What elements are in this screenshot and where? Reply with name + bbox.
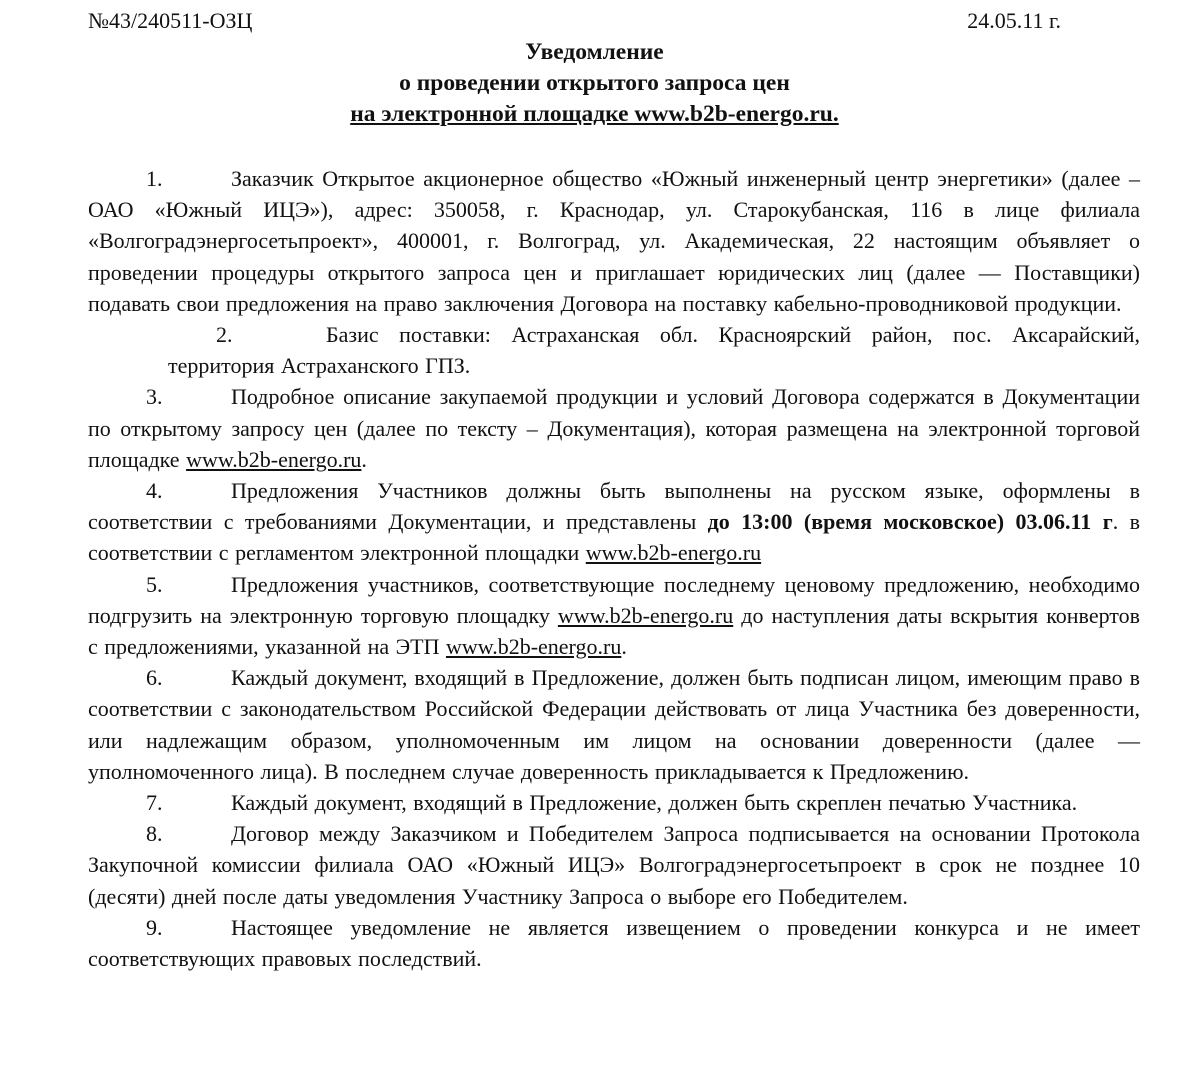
item-text: Предложения участников, соответствующие последнему ценовому предложению, необходимо подгрузить на электронную торговую площадку [88, 571, 1140, 628]
item-text: Предложения Участников должны быть выполнены на русском языке, оформлены в соответствии с требованиями Документации, и представлены [88, 478, 1140, 535]
list-item: 7. Каждый документ, входящий в Предложение, должен быть скреплен печатью Участника. [146, 790, 1078, 816]
item-text: Настоящее уведомление не является извещением о проведении конкурса и не имеет соответствующих правовых последствий. [88, 914, 1140, 972]
list-item: 8. Договор между Заказчиком и Победителем Запроса подписывается на основании Протокола Закупочной комиссии филиала ОАО «Южный ИЦЭ» Волгоградэнергосетьпроект в срок не позднее 10 (десяти) дней после даты уведомления Участнику Запроса о выборе его Победителем. [88, 821, 1140, 909]
numbered-list [88, 163, 1140, 974]
item-text: Каждый документ, входящий в Предложение, должен быть подписан лицом, имеющим право в соответствии с законодательством Российской Федерации действовать от лица Участника без доверенности, или надлежащим образом, уполномоченным им лицом на основании доверенности (далее — уполномоченного лица). В последнем случае доверенность прикладывается к Предложению. [88, 665, 1140, 784]
list-item: 1. Заказчик Открытое акционерное общество «Южный инженерный центр энергетики» (далее – ОАО «Южный ИЦЭ»), адрес: 350058, г. Краснодар, ул. Старокубанская, 116 в лице филиала «Волгоградэнергосетьпроект», 400001, г. Волгоград, ул. Академическая, 22 настоящим объявляет о проведении процедуры открытого запроса цен и приглашает юридических лиц (далее — Поставщики) подавать свои предложения на право заключения Договора на поставку кабельно-проводниковой продукции. [88, 166, 1140, 316]
document-date: 24.05.11 г. [967, 8, 1061, 33]
website-link[interactable]: www.b2b-energo.ru [445, 634, 622, 660]
document-title [0, 37, 1189, 130]
list-item: 3. Подробное описание закупаемой продукции и условий Договора содержатся в Документации по открытому запросу цен (далее по тексту – Документация), которая размещена на электронной торговой площадке www.b2b-energo.ru. [88, 384, 1140, 472]
item-text-tail: . в соответствии с регламентом электронной площадки [88, 509, 1140, 566]
website-link[interactable]: www.b2b-energo.ru [585, 540, 762, 566]
list-item: 5. Предложения участников, соответствующие последнему ценовому предложению, необходимо подгрузить на электронную торговую площадку www.b2b-energo.ru до наступления даты вскрытия конвертов с предложениями, указанной на ЭТП www.b2b-energo.ru. [88, 571, 1141, 660]
title-line-3: на электронной площадке www.b2b-energo.ru. [350, 101, 839, 127]
document-number: №43/240511-ОЗЦ [88, 8, 253, 33]
list-item: 9. Настоящее уведомление не является извещением о проведении конкурса и не имеет соответствующих правовых последствий. [88, 914, 1140, 972]
item-text-tail: . [361, 446, 367, 472]
website-link[interactable]: www.b2b-energo.ru [186, 446, 362, 472]
item-text-mid: до наступления даты вскрытия конвертов с предложениями, указанной на ЭТП [88, 602, 1141, 660]
item-text: Каждый документ, входящий в Предложение, должен быть скреплен печатью Участника. [231, 790, 1078, 816]
title-line-2: о проведении открытого запроса цен [399, 70, 790, 96]
website-link[interactable]: www.b2b-energo.ru [557, 602, 734, 628]
title-line-1: Уведомление [525, 39, 664, 65]
item-text: Подробное описание закупаемой продукции и условий Договора содержатся в Документации по открытому запросу цен (далее по тексту – Документация), которая размещена на электронной торговой площадке [88, 384, 1140, 472]
item-text: Договор между Заказчиком и Победителем Запроса подписывается на основании Протокола Закупочной комиссии филиала ОАО «Южный ИЦЭ» Волгоградэнергосетьпроект в срок не позднее 10 (десяти) дней после даты уведомления Участнику Запроса о выборе его Победителем. [88, 821, 1140, 909]
item-text: Заказчик Открытое акционерное общество «Южный инженерный центр энергетики» (далее – ОАО «Южный ИЦЭ»), адрес: 350058, г. Краснодар, ул. Старокубанская, 116 в лице филиала «Волгоградэнергосетьпроект», 400001, г. Волгоград, ул. Академическая, 22 настоящим объявляет о проведении процедуры открытого запроса цен и приглашает юридических лиц (далее — Поставщики) подавать свои предложения на право заключения Договора на поставку кабельно-проводниковой продукции. [88, 166, 1140, 316]
list-item: 6. Каждый документ, входящий в Предложение, должен быть подписан лицом, имеющим право в соответствии с законодательством Российской Федерации действовать от лица Участника без доверенности, или надлежащим образом, уполномоченным им лицом на основании доверенности (далее — уполномоченного лица). В последнем случае доверенность прикладывается к Предложению. [88, 665, 1140, 784]
list-item: 4. Предложения Участников должны быть выполнены на русском языке, оформлены в соответствии с требованиями Документации, и представлены до 13:00 (время московское) 03.06.11 г. в соответствии с регламентом электронной площадки www.b2b-energo.ru [88, 478, 1140, 566]
item-text: Базис поставки: Астраханская обл. Красноярский район, пос. Аксарайский, территория Астраханского ГПЗ. [168, 322, 1140, 379]
item-text-tail: . [621, 634, 627, 660]
deadline-text: до 13:00 (время московское) 03.06.11 г [707, 509, 1113, 535]
list-item: 2. Базис поставки: Астраханская обл. Красноярский район, пос. Аксарайский, территория Астраханского ГПЗ. [168, 322, 1140, 379]
